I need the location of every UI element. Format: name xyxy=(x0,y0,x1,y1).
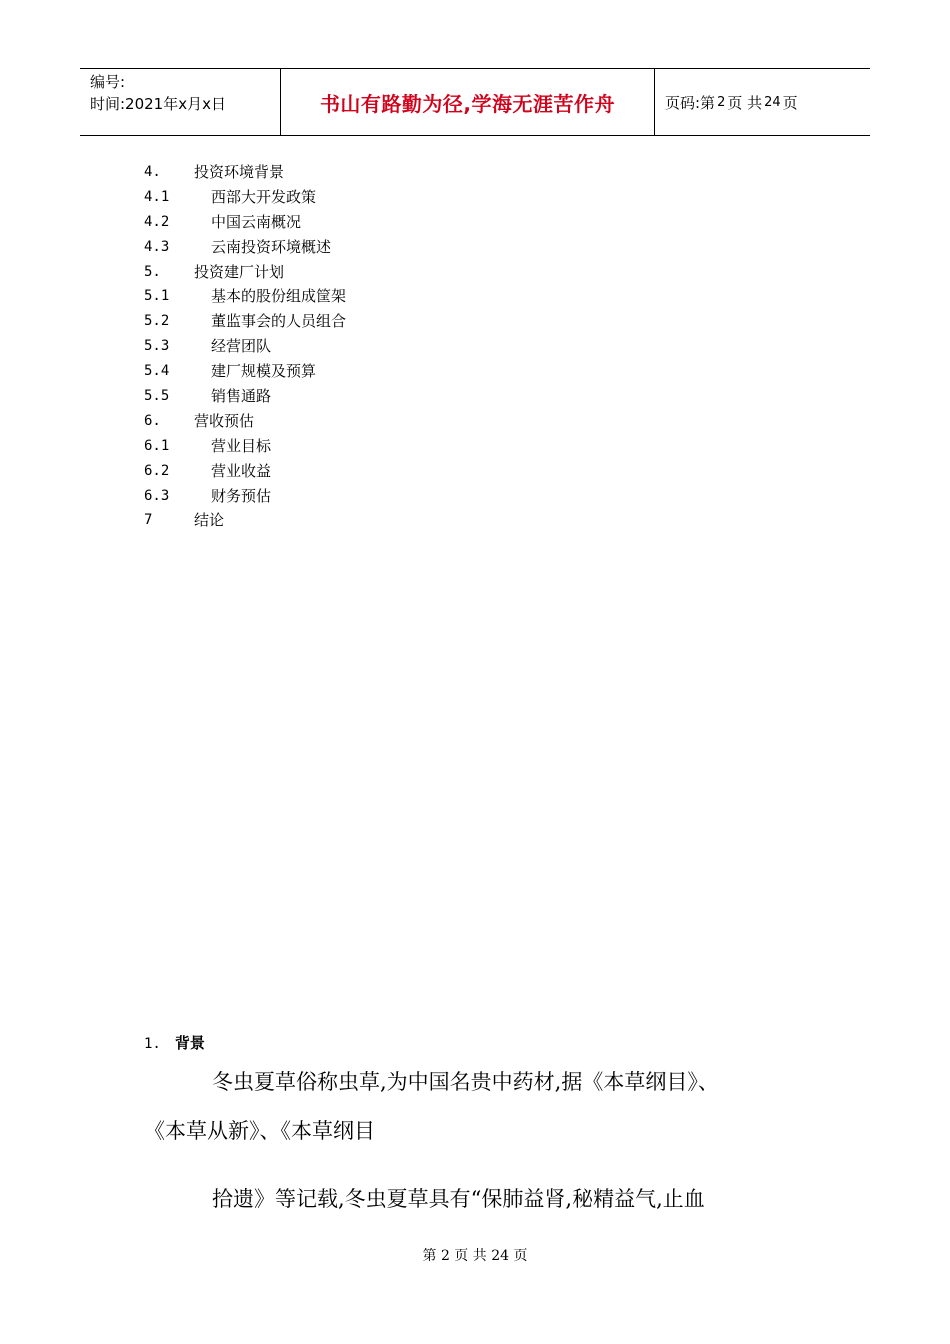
section-heading xyxy=(144,1032,205,1055)
section-number: 1. xyxy=(144,1036,161,1052)
toc-item-number: 5.4 xyxy=(144,363,170,380)
toc-item-number: 4.3 xyxy=(144,238,170,255)
toc-item-number: 6.1 xyxy=(144,437,170,454)
body-line-3: 拾遗》等记载,冬虫夏草具有“保肺益肾,秘精益气,止血 xyxy=(212,1187,705,1211)
toc-item-title: 建厂规模及预算 xyxy=(211,362,317,381)
toc-item-number: 6.3 xyxy=(144,487,170,504)
toc-item-title: 董监事会的人员组合 xyxy=(211,312,347,331)
toc-item-number: 5.2 xyxy=(144,313,170,330)
toc-item-title: 投资环境背景 xyxy=(194,163,285,181)
page-suffix: 页 xyxy=(782,93,798,112)
toc-item-number: 6. xyxy=(144,412,161,429)
page-footer: 第 2 页 共 24 页 xyxy=(422,1248,528,1264)
page-header xyxy=(80,68,870,136)
section-title: 背景 xyxy=(174,1034,205,1052)
toc-item-number: 5.1 xyxy=(144,288,170,305)
toc-item-title: 基本的股份组成筐架 xyxy=(211,287,347,306)
header-meta xyxy=(80,69,281,135)
code-label: 编号: xyxy=(90,73,126,91)
body-line-2: 《本草从新》、《本草纲目 xyxy=(144,1119,375,1143)
header-motto: 书山有路勤为径,学海无涯苦作舟 xyxy=(319,91,616,116)
header-motto-cell xyxy=(281,69,655,135)
toc-item-title: 云南投资环境概述 xyxy=(211,237,332,256)
body-line-1: 冬虫夏草俗称虫草,为中国名贵中药材,据《本草纲目》、 xyxy=(212,1070,719,1094)
toc-item-number: 5.3 xyxy=(144,338,170,355)
page-middle: 页 共 xyxy=(727,93,763,112)
toc-item-number: 7 xyxy=(144,512,153,529)
header-page-number xyxy=(655,69,870,135)
toc-item-title: 财务预估 xyxy=(211,486,272,505)
toc-item-number: 4.2 xyxy=(144,213,170,230)
toc-item-number: 5. xyxy=(144,263,161,280)
toc-item-title: 营业目标 xyxy=(211,436,272,455)
toc-item-number: 5.5 xyxy=(144,388,170,405)
toc-item-title: 销售通路 xyxy=(211,387,272,406)
toc-item-number: 4.1 xyxy=(144,188,170,205)
toc-item-title: 投资建厂计划 xyxy=(194,262,285,281)
page-total: 24 xyxy=(764,94,781,110)
page-prefix: 页码:第 xyxy=(665,93,716,112)
toc-item-title: 营收预估 xyxy=(194,411,255,430)
page-current: 2 xyxy=(717,94,726,110)
toc-item-number: 4. xyxy=(144,164,161,180)
toc-item-title: 西部大开发政策 xyxy=(211,187,317,206)
toc-item-title: 经营团队 xyxy=(211,337,272,356)
toc-item-title: 中国云南概况 xyxy=(211,212,302,231)
toc-item-title: 结论 xyxy=(194,511,225,530)
toc-item-title: 营业收益 xyxy=(211,461,272,480)
date-label: 时间:2021年x月x日 xyxy=(90,95,226,113)
toc-item-number: 6.2 xyxy=(144,462,170,479)
